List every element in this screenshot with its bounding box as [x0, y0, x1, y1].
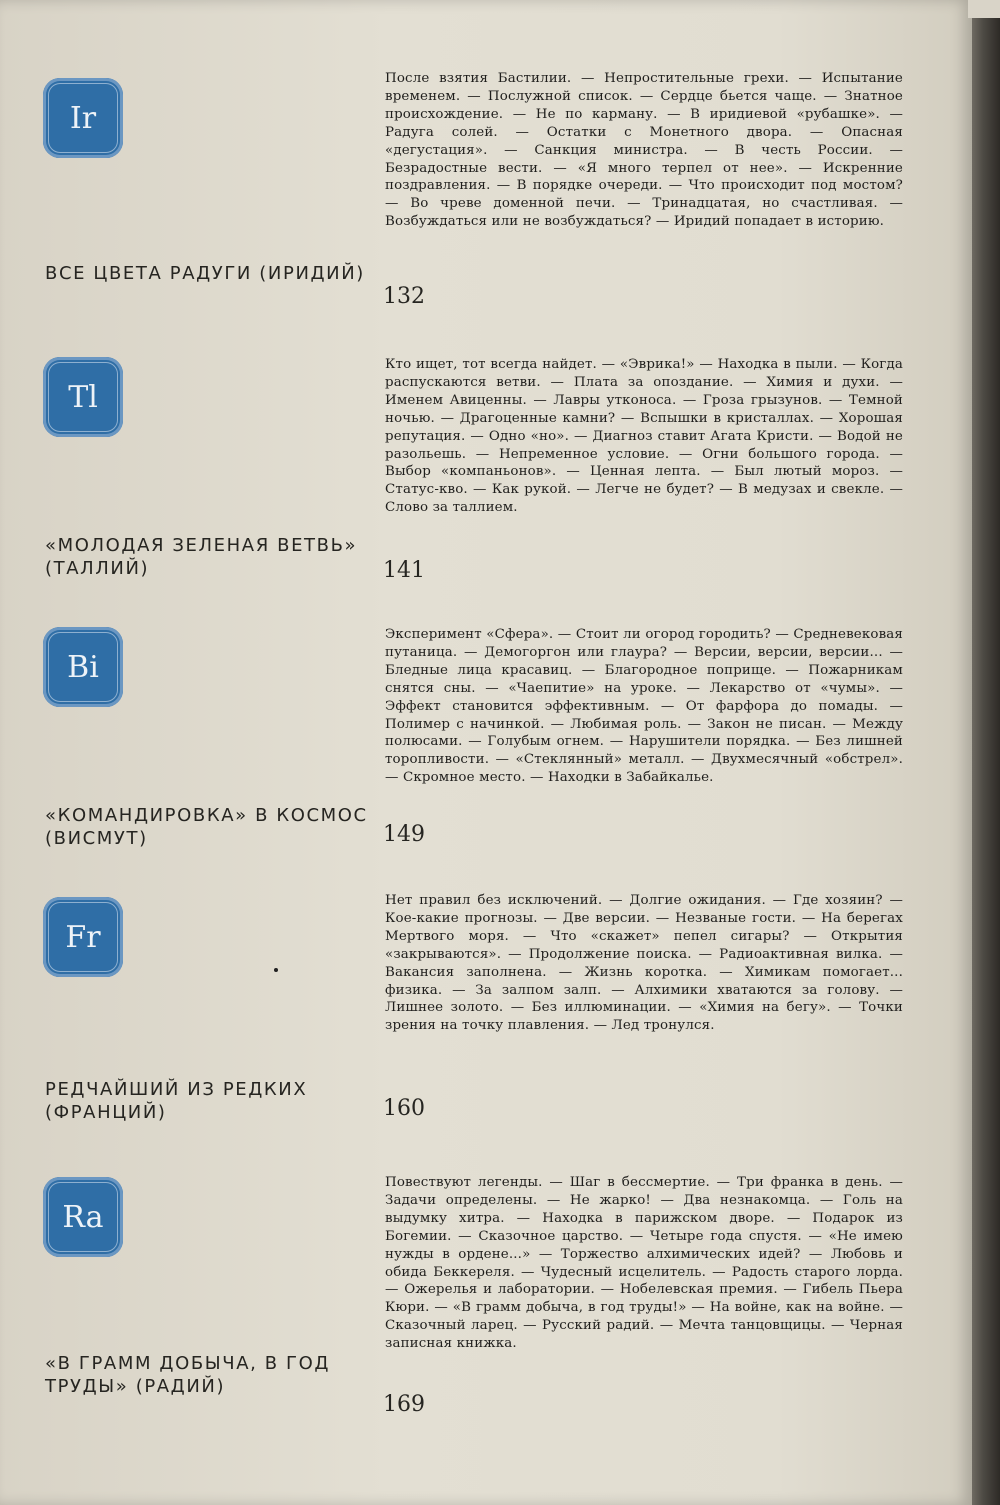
- element-badge: [43, 1177, 123, 1257]
- book-edge: [972, 0, 1000, 1505]
- chapter-description: Повествуют легенды. — Шаг в бессмертие. — Три франка в день. — Задачи определены. — Не жарко! — Два незнакомца. — Голь на выдумку хитра. — Находка в парижском дворе. — Подарок из Богемии. — Сказочное царство. — Четыре года спустя. — «Не имею нужды в ордене...» — Торжество алхимических идей? — Любовь и обида Беккереля. — Чудесный исцелитель. — Радость старого лорда. — Ожерелья и лаборатории. — Нобелевская премия. — Гибель Пьера Кюри. — «В грамм добыча, в год труды!» — На войне, как на войне. — Сказочный ларец. — Русский радий. — Мечта танцовщицы. — Черная записная книжка.: [385, 1175, 903, 1352]
- chapter-title: «МОЛОДАЯ ЗЕЛЕНАЯ ВЕТВЬ» (ТАЛЛИЙ): [45, 535, 358, 579]
- element-symbol: Fr: [65, 919, 101, 955]
- chapter-description: Нет правил без исключений. — Долгие ожидания. — Где хозяин? — Кое-какие прогнозы. — Две версии. — Незваные гости. — На берегах Мертвого моря. — Что «скажет» пепел сигары? — Открытия «закрываются». — Продолжение поиска. — Радиоактивная вилка. — Вакансия заполнена. — Жизнь коротка. — Химикам помогает... физика. — За залпом залп. — Алхимики хватаются за голову. — Лишнее золото. — Без иллюминации. — «Химия на бегу». — Точки зрения на точку плавления. — Лед тронулся.: [385, 893, 903, 1034]
- chapter-page-number: 160: [383, 1096, 425, 1121]
- element-badge: [43, 897, 123, 977]
- element-badge: [43, 78, 123, 158]
- chapter-title: «КОМАНДИРОВКА» В КОСМОС (ВИСМУТ): [45, 805, 368, 849]
- chapter-page-number: 169: [383, 1392, 425, 1417]
- chapter-description: После взятия Бастилии. — Непростительные грехи. — Испытание временем. — Послужной список. — Сердце бьется чаще. — Знатное происхождение. — Не по карману. — В иридиевой «рубашке». — Радуга солей. — Остатки с Монетного двора. — Опасная «дегустация». — Санкция министра. — В честь России. — Безрадостные вести. — «Я много терпел от нее». — Искренние поздравления. — В порядке очереди. — Что происходит под мостом? — Во чреве доменной печи. — Тринадцатая, но счастливая. — Возбуждаться или не возбуждаться? — Иридий попадает в историю.: [385, 71, 903, 230]
- chapter-title: «В ГРАММ ДОБЫЧА, В ГОД ТРУДЫ» (РАДИЙ): [45, 1353, 331, 1397]
- element-badge: [43, 357, 123, 437]
- element-symbol: Bi: [67, 649, 99, 685]
- chapter-description: Кто ищет, тот всегда найдет. — «Эврика!» — Находка в пыли. — Когда распускаются ветви. — Плата за опоздание. — Химия и духи. — Именем Авиценны. — Лавры утконоса. — Гроза грызунов. — Темной ночью. — Драгоценные камни? — Вспышки в кристаллах. — Хорошая репутация. — Одно «но». — Диагноз ставит Агата Кристи. — Водой не разольешь. — Непременное условие. — Огни большого города. — Выбор «компаньонов». — Ценная лепта. — Был лютый мороз. — Статус-кво. — Как рукой. — Легче не будет? — В медузах и свекле. — Слово за таллием.: [385, 357, 903, 516]
- element-symbol: Ir: [69, 100, 97, 136]
- element-symbol: Tl: [68, 379, 98, 415]
- chapter-page-number: 132: [383, 284, 425, 309]
- chapter-description: Эксперимент «Сфера». — Стоит ли огород городить? — Средневековая путаница. — Демогоргон или глаура? — Версии, версии, версии... — Бледные лица красавиц. — Благородное поприще. — Пожарникам снятся сны. — «Чаепитие» на уроке. — Лекарство от «чумы». — Эффект становится эффективным. — От фарфора до помады. — Полимер с начинкой. — Любимая роль. — Закон не писан. — Между полюсами. — Голубым огнем. — Нарушители порядка. — Без лишней торопливости. — «Стеклянный» металл. — Двухмесячный «обстрел». — Скромное место. — Находки в Забайкалье.: [385, 627, 903, 786]
- chapter-page-number: 141: [383, 558, 425, 583]
- chapter-title: РЕДЧАЙШИЙ ИЗ РЕДКИХ (ФРАНЦИЙ): [45, 1079, 308, 1123]
- element-symbol: Ra: [62, 1199, 104, 1235]
- print-speck: [274, 968, 278, 972]
- page-corner: [968, 0, 1000, 18]
- chapter-page-number: 149: [383, 822, 425, 847]
- chapter-title: ВСЕ ЦВЕТА РАДУГИ (ИРИДИЙ): [45, 263, 365, 284]
- element-badge: [43, 627, 123, 707]
